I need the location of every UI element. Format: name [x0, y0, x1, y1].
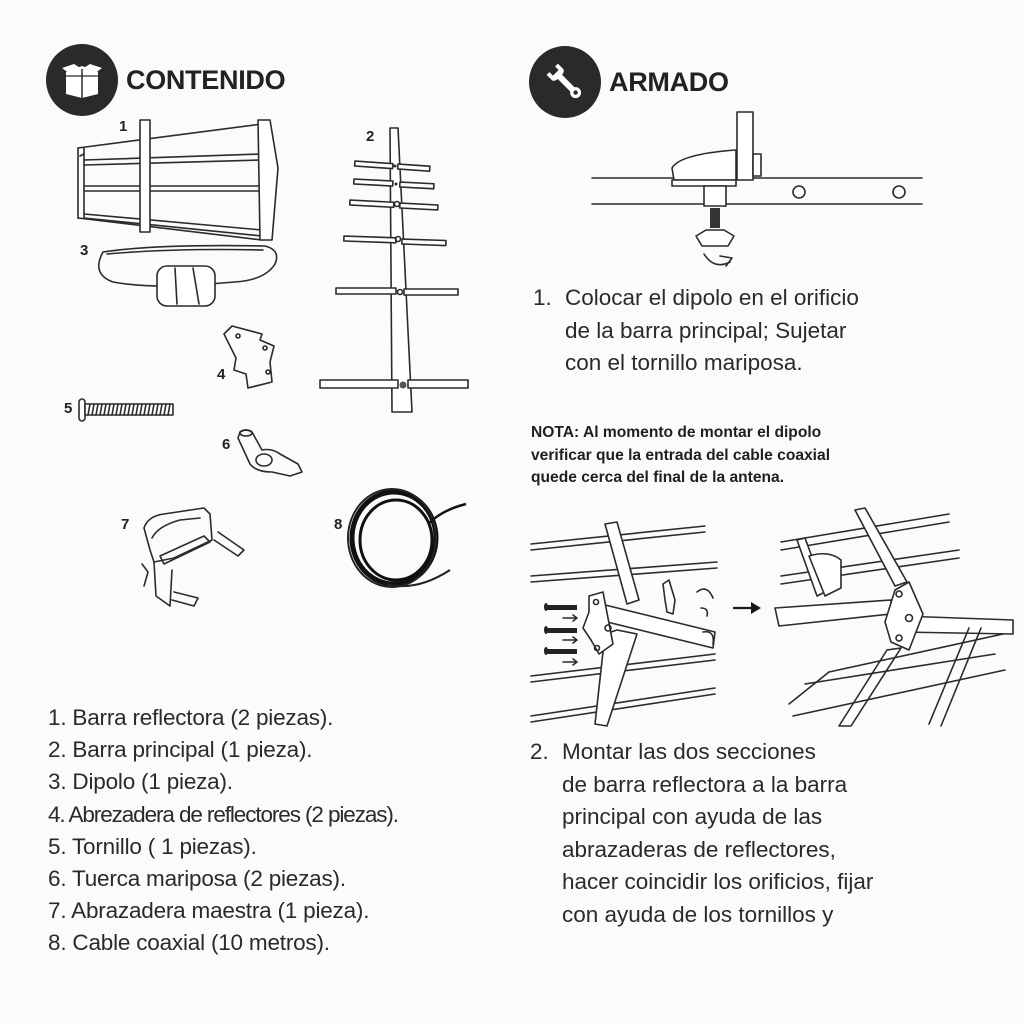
parts-list [48, 702, 398, 960]
parts-list-item: 8. Cable coaxial (10 metros). [48, 930, 330, 956]
parts-list-item: 6. Tuerca mariposa (2 piezas). [48, 866, 346, 892]
step-2-number: 2. [530, 739, 549, 764]
step-2-line: hacer coincidir los orificios, fijar [562, 869, 874, 894]
master-clamp-illustration [134, 506, 254, 616]
parts-list-item: 2. Barra principal (1 pieza). [48, 737, 313, 763]
parts-list-item: 7. Abrazadera maestra (1 pieza). [48, 898, 370, 924]
mounting-note [531, 422, 830, 490]
note-line: quede cerca del final de la antena. [531, 469, 785, 486]
step-2-line: abrazaderas de reflectores, [562, 836, 836, 862]
step-1-line: con el tornillo mariposa. [565, 350, 803, 375]
figure-label-7: 7 [121, 516, 130, 533]
dipole-mounting-illustration [590, 108, 930, 278]
dipole-illustration [95, 240, 285, 315]
note-line: verificar que la entrada del cable coaxial [531, 446, 831, 464]
figure-label-6: 6 [222, 436, 231, 453]
step-2-line: con ayuda de los tornillos y [562, 901, 834, 927]
reflector-bar-illustration [72, 118, 282, 233]
armado-title: ARMADO [609, 66, 729, 97]
wing-nut-illustration [236, 428, 316, 478]
figure-label-4: 4 [217, 366, 226, 383]
step-2-line: de barra reflectora a la barra [562, 771, 848, 797]
step-2-line: Montar las dos secciones [562, 739, 816, 764]
box-icon [46, 44, 118, 116]
reflector-assembly-illustration [529, 504, 1024, 729]
step-1-number: 1. [533, 285, 552, 310]
figure-label-5: 5 [64, 400, 73, 417]
main-bar-illustration [318, 124, 478, 414]
step-2-text [530, 736, 873, 931]
step-1-line: de la barra principal; Sujetar [565, 317, 847, 343]
figure-label-2: 2 [366, 128, 375, 145]
figure-label-3: 3 [80, 242, 89, 259]
figure-label-1: 1 [119, 118, 128, 135]
screw-illustration [78, 398, 178, 422]
contenido-header [46, 44, 285, 116]
parts-list-item: 4. Abrezadera de reflectores (2 piezas). [48, 801, 398, 827]
contenido-title: CONTENIDO [126, 64, 286, 95]
reflector-clamp-illustration [222, 324, 292, 399]
step-2-line: principal con ayuda de las [562, 804, 823, 829]
note-line: NOTA: Al momento de montar el dipolo [531, 424, 822, 441]
step-1-line: Colocar el dipolo en el orificio [565, 285, 859, 310]
step-1-text [533, 282, 859, 380]
parts-list-item: 3. Dipolo (1 pieza). [48, 769, 233, 795]
figure-label-8: 8 [334, 516, 343, 533]
parts-list-item: 5. Tornillo ( 1 piezas). [48, 833, 257, 859]
parts-list-item: 1. Barra reflectora (2 piezas). [48, 705, 334, 730]
coaxial-cable-illustration [346, 484, 476, 604]
